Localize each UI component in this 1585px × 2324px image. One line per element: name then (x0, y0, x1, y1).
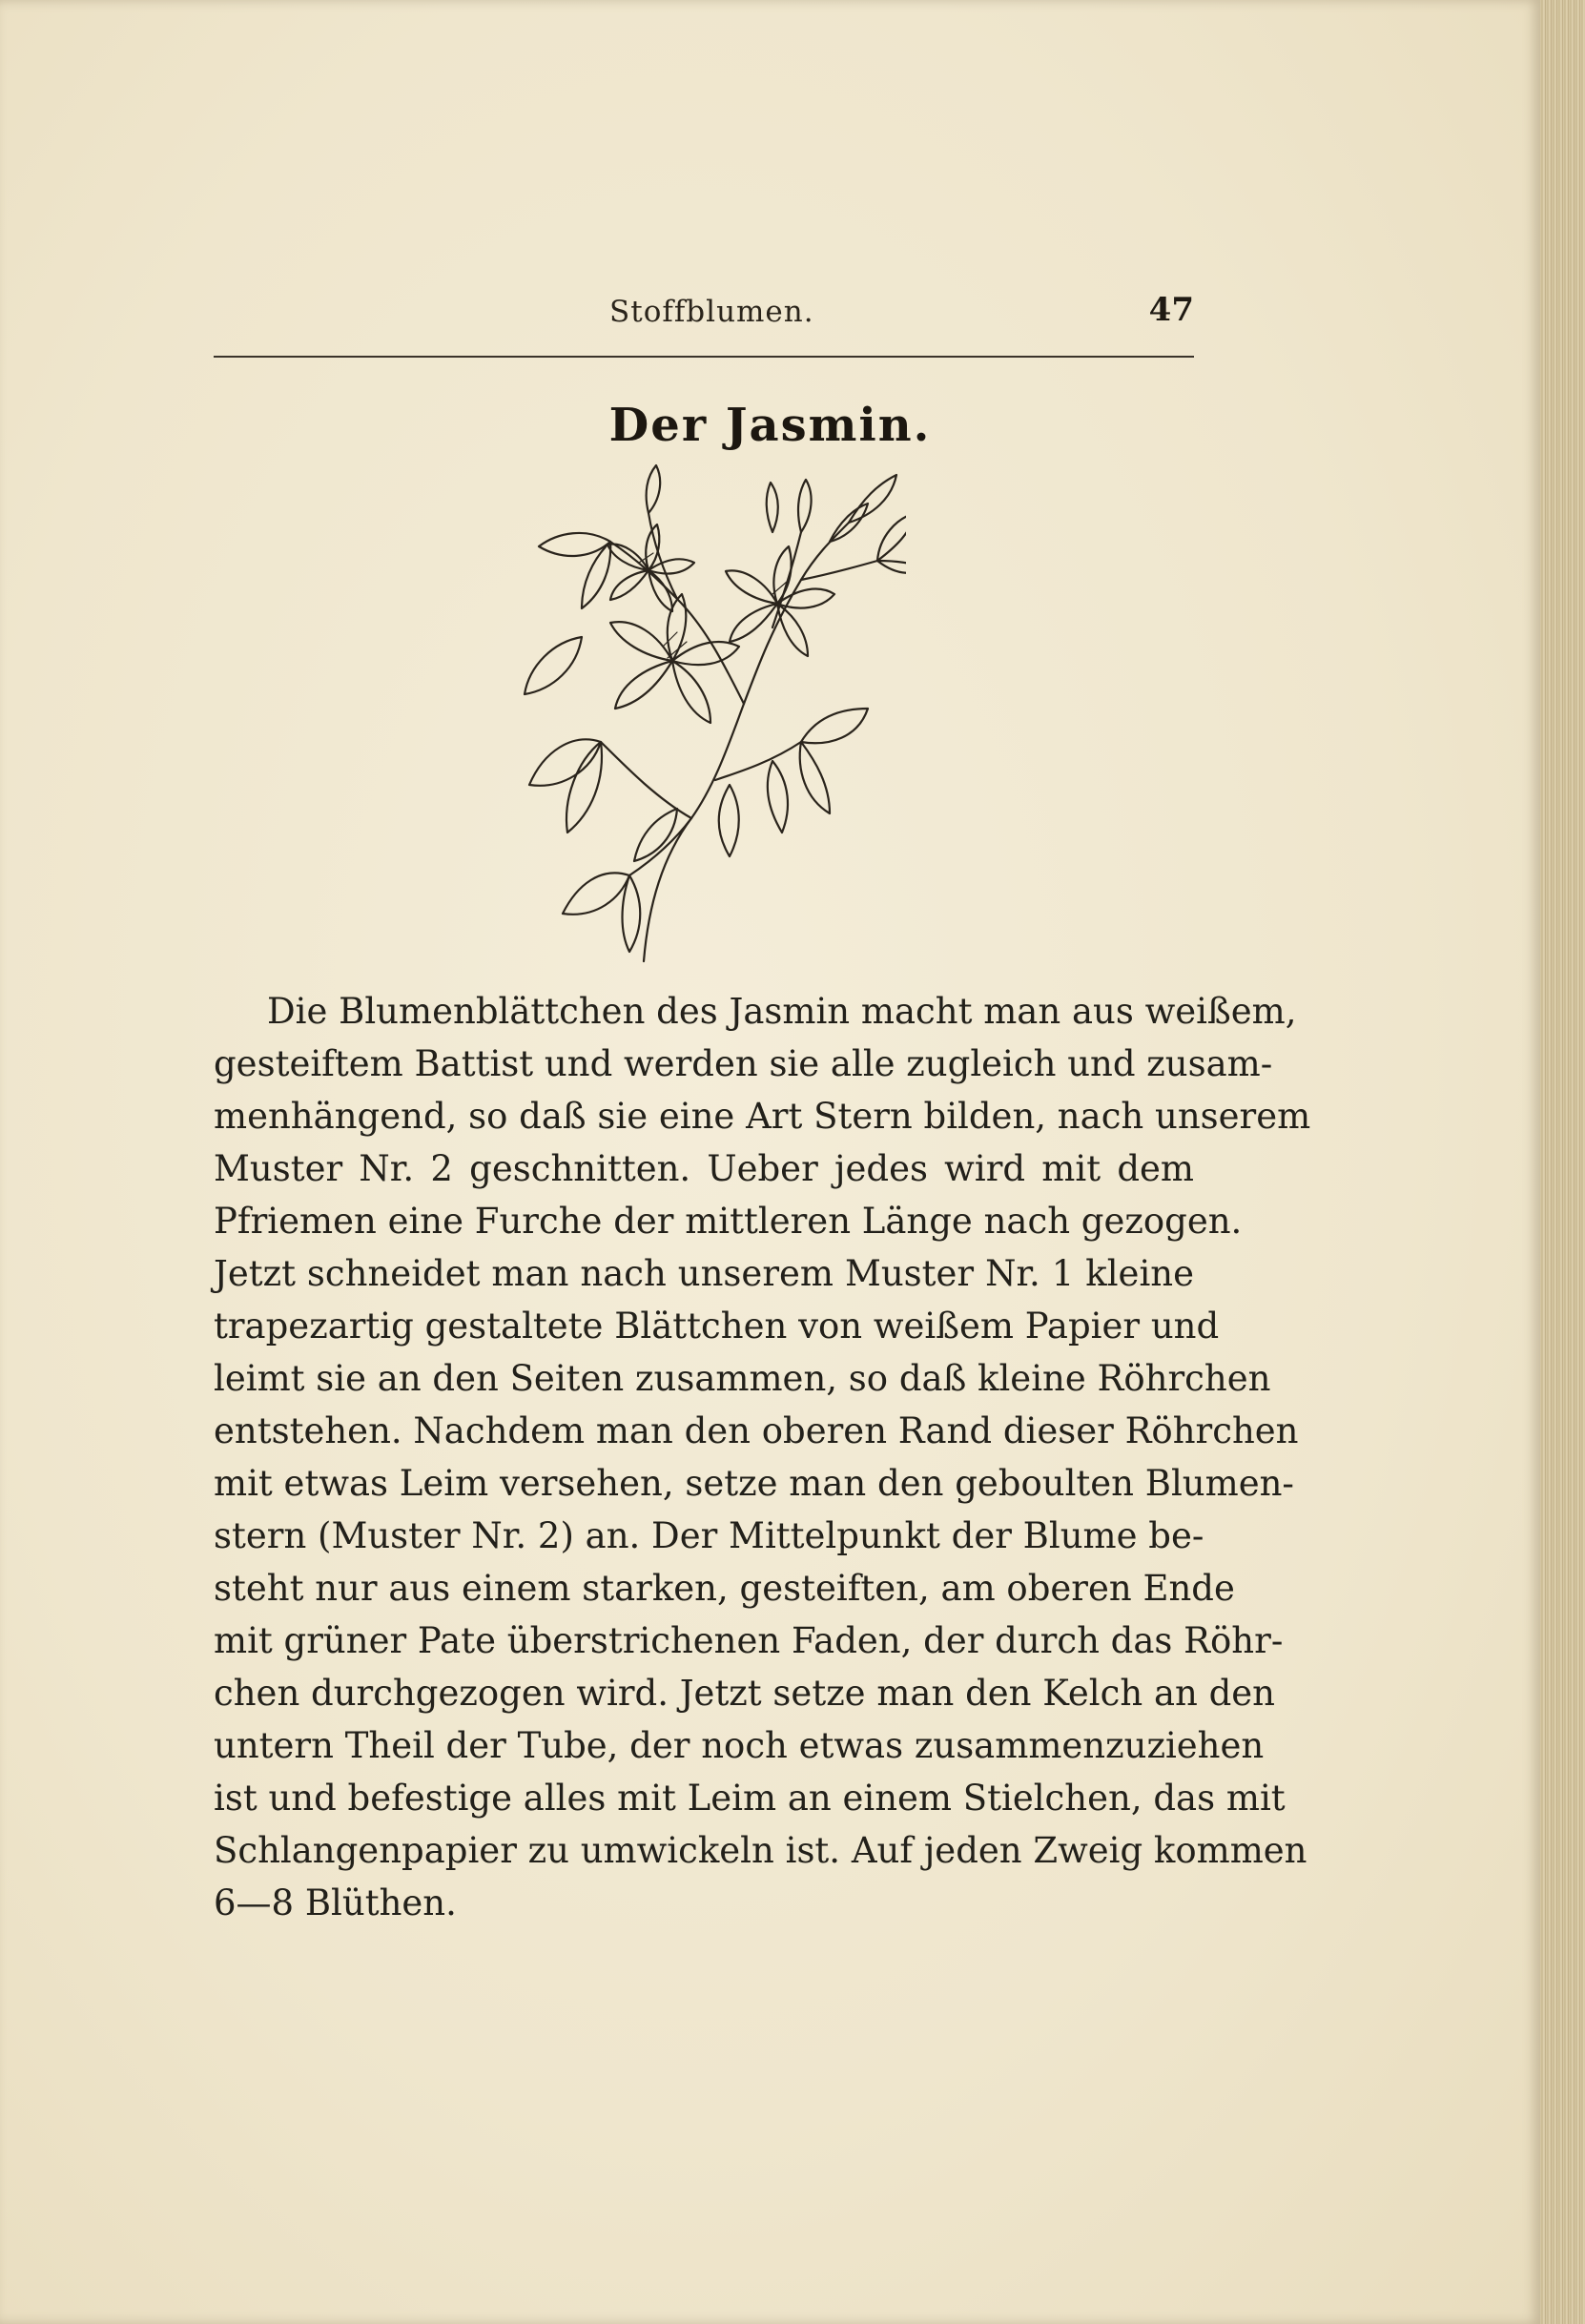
text-line: 6—8 Blüthen. (214, 1882, 457, 1923)
text-line: stern (Muster Nr. 2) an. Der Mittelpunkt der Blume be- (214, 1515, 1204, 1556)
text-line: Schlangenpapier zu umwickeln ist. Auf jeden Zweig kommen (214, 1830, 1307, 1871)
text-line: trapezartig gestaltete Blättchen von weißem Papier und (214, 1306, 1220, 1347)
text-line: steht nur aus einem starken, gesteiften, am oberen Ende (214, 1568, 1235, 1609)
running-header (214, 291, 1194, 339)
text-line: ist und befestige alles mit Leim an einem Stielchen, das mit (214, 1778, 1286, 1819)
text-line: Jetzt schneidet man nach unserem Muster Nr. 1 kleine (214, 1253, 1194, 1294)
page-edges (1540, 0, 1585, 2324)
running-title: Stoffblumen. (609, 295, 814, 329)
text-line: Muster Nr. 2 geschnitten. Ueber jedes wird mit dem (214, 1148, 1194, 1189)
jasmine-illustration (486, 456, 906, 971)
header-rule (214, 356, 1194, 358)
text-line: Pfriemen eine Furche der mittleren Länge nach gezogen. (214, 1201, 1243, 1242)
text-line: gesteiftem Battist und werden sie alle zugleich und zusam- (214, 1043, 1273, 1084)
text-line: entstehen. Nachdem man den oberen Rand dieser Röhrchen (214, 1410, 1299, 1451)
text-line: untern Theil der Tube, der noch etwas zusammenzuziehen (214, 1725, 1265, 1766)
page-number: 47 (1148, 291, 1194, 329)
text-line: leimt sie an den Seiten zusammen, so daß kleine Röhrchen (214, 1358, 1271, 1399)
chapter-title: Der Jasmin. (608, 399, 932, 452)
text-line: mit etwas Leim versehen, setze man den geboulten Blumen- (214, 1463, 1294, 1504)
text-line: Die Blumenblättchen des Jasmin macht man aus weißem, (267, 991, 1297, 1032)
text-line: menhängend, so daß sie eine Art Stern bilden, nach unserem (214, 1096, 1311, 1137)
text-line: chen durchgezogen wird. Jetzt setze man den Kelch an den (214, 1673, 1275, 1714)
body-text (214, 985, 1311, 1929)
text-line: mit grüner Pate überstrichenen Faden, der durch das Röhr- (214, 1620, 1284, 1661)
